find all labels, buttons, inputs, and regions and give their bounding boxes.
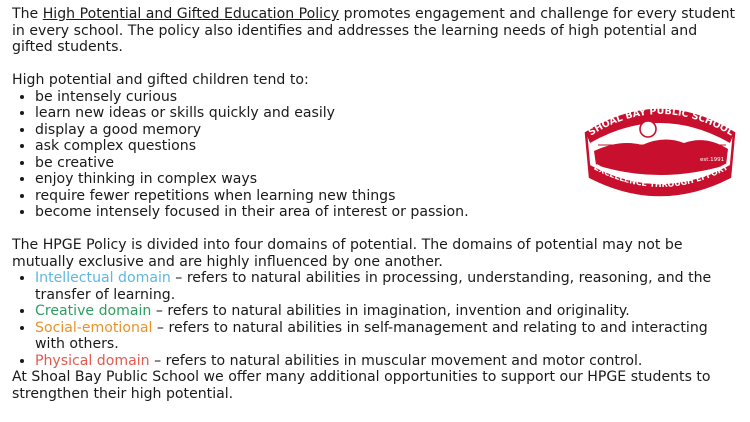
domain-desc: – refers to natural abilities in muscular movement and motor control. <box>149 352 643 369</box>
domain-item-creative <box>35 303 742 320</box>
domain-desc: – refers to natural abilities in self-management and relating to and interacting with others. <box>35 319 708 352</box>
domain-item-physical <box>35 353 742 370</box>
domain-name: Creative domain <box>35 303 152 319</box>
school-logo <box>580 95 740 205</box>
list-item: • display a good memory <box>35 122 575 139</box>
domains-list <box>12 270 742 369</box>
list-item: • ask complex questions <box>35 138 575 155</box>
logo-motto: EXCELLENCE THROUGH EFFORT <box>592 162 730 190</box>
domain-name: Physical domain <box>35 352 150 369</box>
closing-paragraph: At Shoal Bay Public School we offer many additional opportunities to support our HPGE students to strengthen their high potential. <box>12 369 711 402</box>
domain-name: Social-emotional <box>35 319 153 336</box>
list-item: • require fewer repetitions when learning new things <box>35 188 575 205</box>
list-item: • learn new ideas or skills quickly and easily <box>35 105 575 122</box>
traits-list <box>12 89 575 221</box>
domain-item-social-emotional <box>35 320 742 353</box>
domain-name: Intellectual domain <box>35 270 171 286</box>
domain-item-intellectual <box>35 270 742 303</box>
domains-intro: The HPGE Policy is divided into four domains of potential. The domains of potential may not be mutually exclusive and are highly influenced by one another. <box>12 237 683 270</box>
logo-top-text: SHOAL BAY PUBLIC SCHOOL <box>586 105 736 139</box>
intro-prefix: The <box>12 6 43 22</box>
sun-icon <box>640 121 656 137</box>
intro-suffix: promotes engagement and challenge for every student in every school. The policy also identifies and addresses the learning needs of high potential and gifted students. <box>12 6 736 55</box>
logo-est: est.1991 <box>700 157 725 163</box>
list-item: • become intensely focused in their area of interest or passion. <box>35 204 575 221</box>
list-item: • enjoy thinking in complex ways <box>35 171 575 188</box>
list-item: • be creative <box>35 155 575 172</box>
intro-paragraph <box>12 6 742 56</box>
hpge-policy-link[interactable]: High Potential and Gifted Education Policy <box>42 6 340 22</box>
domain-desc: – refers to natural abilities in processing, understanding, reasoning, and the transfer of learning. <box>35 270 712 303</box>
traits-heading: High potential and gifted children tend to: <box>12 72 309 88</box>
list-item: • be intensely curious <box>35 89 575 106</box>
domain-desc: – refers to natural abilities in imagination, invention and originality. <box>151 303 630 319</box>
